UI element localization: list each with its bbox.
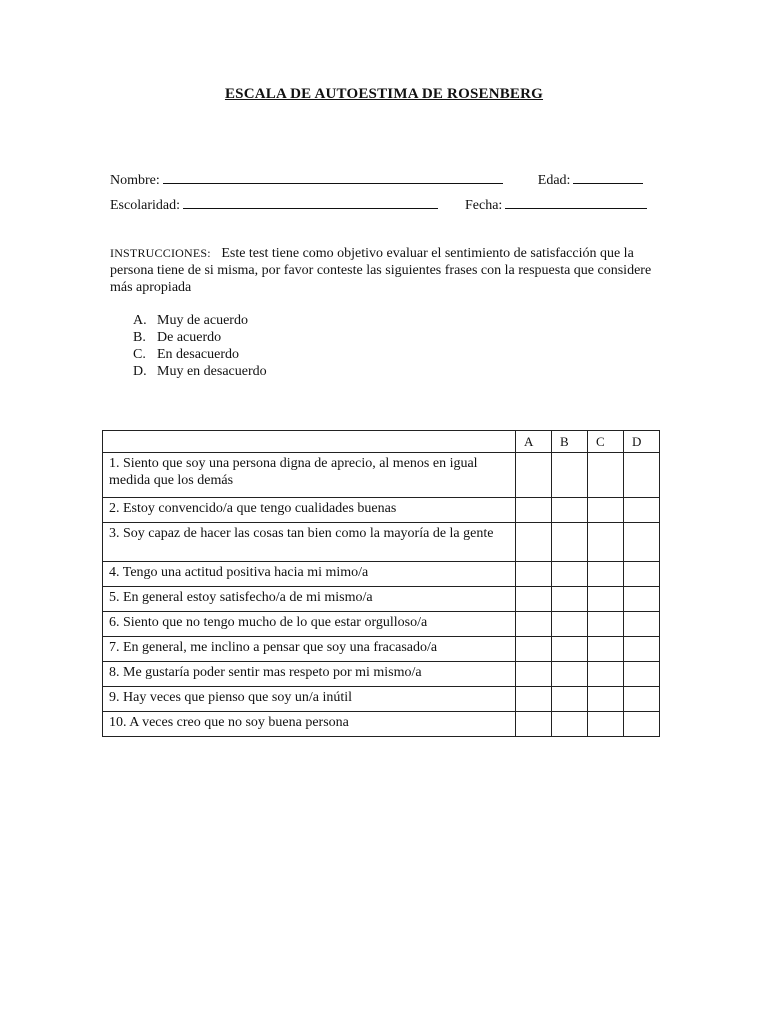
answer-box-d[interactable] <box>624 453 660 498</box>
answer-box-a[interactable] <box>516 637 552 662</box>
name-age-row <box>110 171 643 189</box>
table-row <box>103 562 660 587</box>
instructions <box>110 245 670 296</box>
item-text: 9. Hay veces que pienso que soy un/a inútil <box>103 687 516 712</box>
answer-box-d[interactable] <box>624 498 660 523</box>
answer-box-b[interactable] <box>552 612 588 637</box>
table-row <box>103 498 660 523</box>
answer-box-a[interactable] <box>516 562 552 587</box>
answer-box-a[interactable] <box>516 687 552 712</box>
option-letter: D. <box>133 364 147 379</box>
schooling-date-row <box>110 196 647 214</box>
answer-box-b[interactable] <box>552 637 588 662</box>
item-text: 1. Siento que soy una persona digna de aprecio, al menos en igual medida que los demás <box>103 453 516 498</box>
instructions-text: Este test tiene como objetivo evaluar el sentimiento de satisfacción que la persona tiene de si misma, por favor conteste las siguientes frases con la respuesta que considere más apropiada <box>110 246 652 295</box>
answer-box-b[interactable] <box>552 453 588 498</box>
answer-box-b[interactable] <box>552 662 588 687</box>
answer-options-list <box>133 312 267 380</box>
answer-box-b[interactable] <box>552 712 588 737</box>
answer-box-d[interactable] <box>624 637 660 662</box>
answer-box-b[interactable] <box>552 687 588 712</box>
table-row <box>103 637 660 662</box>
answer-box-c[interactable] <box>588 523 624 562</box>
answer-box-b[interactable] <box>552 523 588 562</box>
answer-box-d[interactable] <box>624 587 660 612</box>
item-text: 4. Tengo una actitud positiva hacia mi mimo/a <box>103 562 516 587</box>
answer-option <box>133 346 267 363</box>
item-text: 3. Soy capaz de hacer las cosas tan bien como la mayoría de la gente <box>103 523 516 562</box>
answer-box-a[interactable] <box>516 587 552 612</box>
answer-box-c[interactable] <box>588 687 624 712</box>
item-text: 8. Me gustaría poder sentir mas respeto por mi mismo/a <box>103 662 516 687</box>
answer-box-d[interactable] <box>624 523 660 562</box>
name-blank-line[interactable] <box>163 171 503 184</box>
table-row <box>103 523 660 562</box>
table-row <box>103 662 660 687</box>
item-text: 2. Estoy convencido/a que tengo cualidades buenas <box>103 498 516 523</box>
table-row <box>103 587 660 612</box>
answer-box-c[interactable] <box>588 637 624 662</box>
document-title <box>0 86 768 103</box>
age-blank-line[interactable] <box>573 171 643 184</box>
rosenberg-scale-table <box>102 430 660 737</box>
answer-box-c[interactable] <box>588 562 624 587</box>
answer-box-d[interactable] <box>624 612 660 637</box>
answer-option <box>133 329 267 346</box>
age-label: Edad: <box>537 173 571 188</box>
table-row <box>103 712 660 737</box>
answer-box-a[interactable] <box>516 498 552 523</box>
item-text: 10. A veces creo que no soy buena persona <box>103 712 516 737</box>
answer-box-d[interactable] <box>624 562 660 587</box>
table-row <box>103 453 660 498</box>
date-label: Fecha: <box>464 198 503 213</box>
column-header-c: C <box>588 431 624 453</box>
answer-box-b[interactable] <box>552 498 588 523</box>
answer-box-d[interactable] <box>624 712 660 737</box>
option-label: En desacuerdo <box>157 347 240 362</box>
answer-option <box>133 363 267 380</box>
answer-box-d[interactable] <box>624 687 660 712</box>
answer-box-a[interactable] <box>516 612 552 637</box>
item-text: 5. En general estoy satisfecho/a de mi mismo/a <box>103 587 516 612</box>
option-label: De acuerdo <box>157 330 222 345</box>
item-text: 6. Siento que no tengo mucho de lo que estar orgulloso/a <box>103 612 516 637</box>
option-letter: A. <box>133 313 147 328</box>
answer-box-c[interactable] <box>588 712 624 737</box>
document-title-text: ESCALA DE AUTOESTIMA DE ROSENBERG <box>224 86 544 102</box>
answer-box-c[interactable] <box>588 612 624 637</box>
column-header-a: A <box>516 431 552 453</box>
table-header-row <box>103 431 660 453</box>
answer-box-b[interactable] <box>552 587 588 612</box>
column-header-b: B <box>552 431 588 453</box>
answer-box-a[interactable] <box>516 712 552 737</box>
date-blank-line[interactable] <box>505 196 647 209</box>
answer-box-b[interactable] <box>552 562 588 587</box>
option-letter: B. <box>133 330 146 345</box>
table-row <box>103 612 660 637</box>
name-label: Nombre: <box>110 173 160 188</box>
instructions-heading: INSTRUCCIONES: <box>110 246 211 260</box>
schooling-blank-line[interactable] <box>183 196 438 209</box>
answer-box-a[interactable] <box>516 662 552 687</box>
table-row <box>103 687 660 712</box>
option-letter: C. <box>133 347 146 362</box>
answer-option <box>133 312 267 329</box>
answer-box-a[interactable] <box>516 453 552 498</box>
schooling-label: Escolaridad: <box>110 198 180 213</box>
item-header-cell <box>103 431 516 453</box>
answer-box-a[interactable] <box>516 523 552 562</box>
answer-box-c[interactable] <box>588 662 624 687</box>
option-label: Muy en desacuerdo <box>157 364 267 379</box>
column-header-d: D <box>624 431 660 453</box>
answer-box-c[interactable] <box>588 587 624 612</box>
answer-box-c[interactable] <box>588 453 624 498</box>
answer-box-c[interactable] <box>588 498 624 523</box>
answer-box-d[interactable] <box>624 662 660 687</box>
option-label: Muy de acuerdo <box>157 313 248 328</box>
item-text: 7. En general, me inclino a pensar que soy una fracasado/a <box>103 637 516 662</box>
